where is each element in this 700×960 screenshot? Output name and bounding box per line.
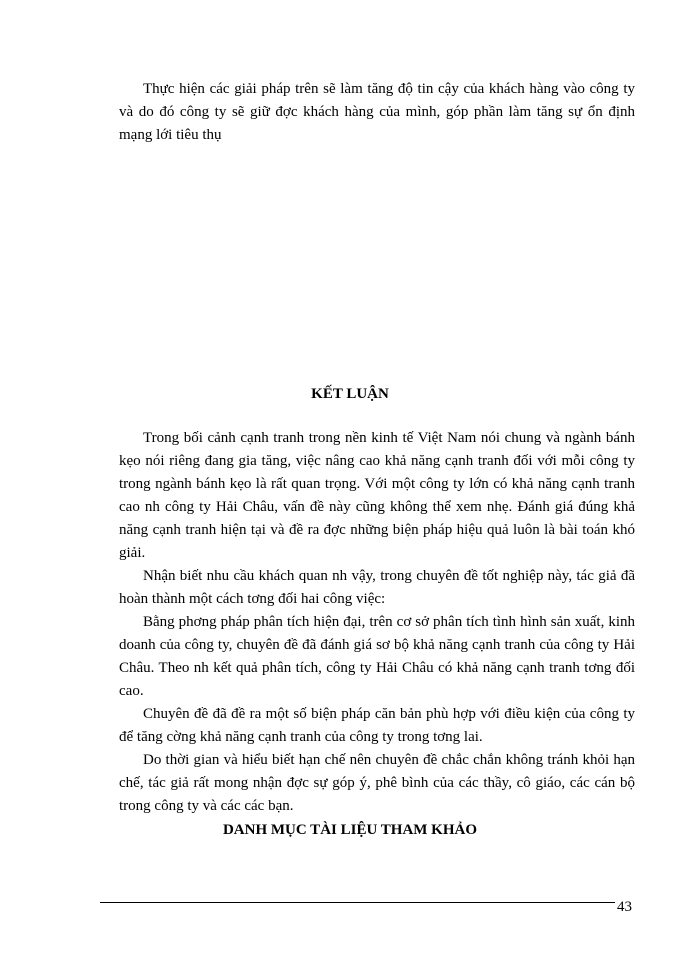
intro-paragraph: Thực hiện các giải pháp trên sẽ làm tăng độ tin cậy của khách hàng vào công ty và do đó công ty sẽ giữ đợc khách hàng của mình, góp phần làm tăng sự ổn định mạng lới tiêu thụ <box>119 81 635 143</box>
conclusion-paragraph-2: Nhận biết nhu cầu khách quan nh vậy, trong chuyên đề tốt nghiệp này, tác giả đã hoàn thành một cách tơng đối hai công việc: <box>119 568 635 607</box>
conclusion-heading: KẾT LUẬN <box>311 386 389 402</box>
conclusion-paragraph-1: Trong bối cảnh cạnh tranh trong nền kinh tế Việt Nam nói chung và ngành bánh kẹo nói riêng đang gia tăng, việc nâng cao khả năng cạnh tranh đối với mỗi công ty trong ngành bánh kẹo là rất quan trọng. Với một công ty lớn có khả năng cạnh tranh cao nh công ty Hải Châu, vấn đề này cũng không thể xem nhẹ. Đánh giá đúng khả năng cạnh tranh hiện tại và đề ra đợc những biện pháp hiệu quả luôn là bài toán khó giải. <box>119 430 635 561</box>
references-heading: DANH MỤC TÀI LIỆU THAM KHẢO <box>222 822 478 838</box>
page-number: 43 <box>617 899 632 915</box>
conclusion-paragraph-3: Bằng phơng pháp phân tích hiện đại, trên cơ sở phân tích tình hình sản xuất, kinh doanh của công ty, chuyên đề đã đánh giá sơ bộ khả năng cạnh tranh của công ty Hải Châu. Theo nh kết quả phân tích, công ty Hải Châu có khả năng cạnh tranh tơng đối cao. <box>119 614 635 699</box>
footer-divider <box>100 902 615 903</box>
conclusion-paragraph-5: Do thời gian và hiểu biết hạn chế nên chuyên đề chắc chắn không tránh khỏi hạn chế, tác giả rất mong nhận đợc sự góp ý, phê bình của các thầy, cô giáo, các cán bộ trong công ty và các các bạn. <box>119 752 635 814</box>
conclusion-paragraph-4: Chuyên đề đã đề ra một số biện pháp căn bản phù hợp với điều kiện của công ty để tăng cờng khả năng cạnh tranh của công ty trong tơng lai. <box>119 706 635 745</box>
